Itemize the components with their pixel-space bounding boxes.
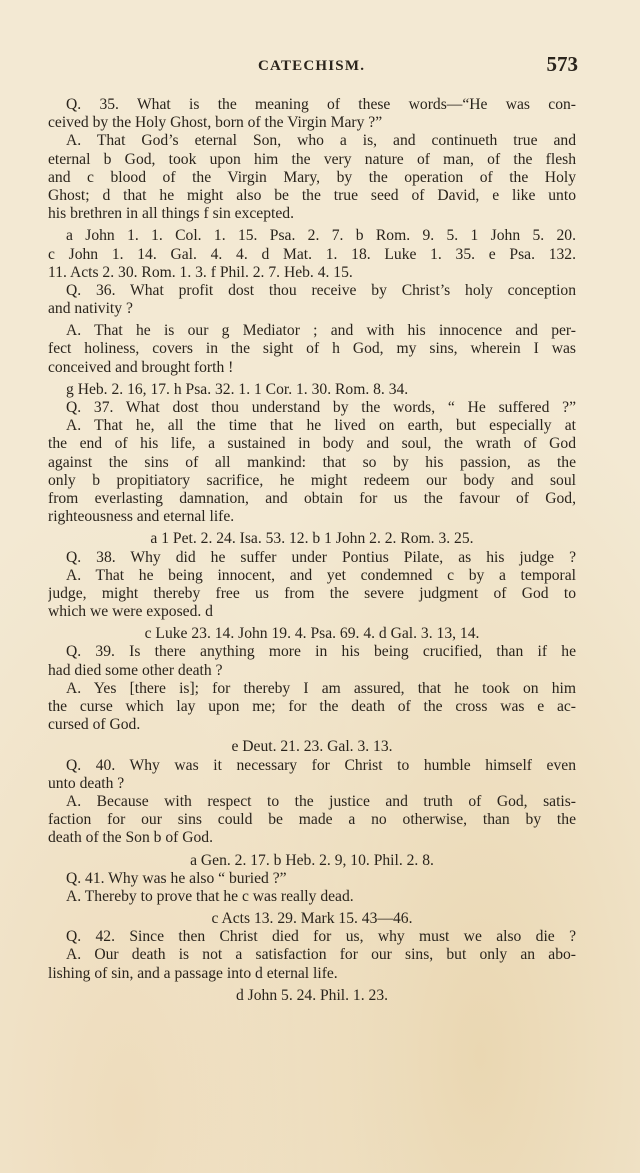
text-line: Q. 38. Why did he suffer under Pontius Pilate, as his judge ? (66, 548, 576, 566)
text-line: the curse which lay upon me; for the death of the cross was e ac- (48, 698, 576, 715)
text-line: A. That he, all the time that he lived on earth, but especially at (66, 417, 576, 435)
text-line: Q. 36. What profit dost thou receive by Christ’s holy conception (66, 281, 576, 299)
text-line: ceived by the Holy Ghost, born of the Virgin Mary ?” (48, 114, 383, 132)
running-title: CATECHISM. (258, 58, 366, 74)
text-line: only b propitiatory sacrifice, he might redeem our body and soul (48, 471, 576, 489)
text-line: A. That he being innocent, and yet condemned c by a temporal (66, 566, 576, 584)
text-line: Q. 39. Is there anything more in his being crucified, than if he (66, 643, 576, 661)
text-line: had died some other death ? (48, 661, 223, 679)
text-line: c Acts 13. 29. Mark 15. 43—46. (211, 910, 413, 928)
text-line: lishing of sin, and a passage into d eternal life. (48, 964, 338, 982)
text-line: faction for our sins could be made a no otherwise, than by the (48, 811, 576, 829)
page-header (48, 52, 578, 82)
text-line: judge, might thereby free us from the severe judgment of God to (48, 584, 576, 602)
text-line: cursed of God. (48, 716, 141, 734)
text-line: a 1 Pet. 2. 24. Isa. 53. 12. b 1 John 2. 2. Rom. 3. 25. (150, 530, 474, 548)
text-line: death of the Son b of God. (48, 829, 214, 847)
text-line: conceived and brought forth ! (48, 358, 234, 376)
text-line: 11. Acts 2. 30. Rom. 1. 3. f Phil. 2. 7. Heb. 4. 15. (48, 263, 353, 281)
text-line: d John 5. 24. Phil. 1. 23. (235, 986, 389, 1004)
text-line: his brethren in all things f sin excepted. (48, 205, 294, 223)
text-line: Q. 40. Why was it necessary for Christ to humble himself even (66, 756, 576, 774)
text-line: A. That he is our g Mediator ; and with his innocence and per- (66, 322, 576, 340)
text-line: and c blood of the Virgin Mary, by the operation of the Holy (48, 168, 576, 186)
text-line: A. Yes [there is]; for thereby I am assured, that he took on him (66, 679, 576, 697)
text-line: e Deut. 21. 23. Gal. 3. 13. (231, 738, 393, 756)
text-line: and nativity ? (48, 300, 133, 318)
text-line: Q. 41. Why was he also “ buried ?” (66, 869, 287, 887)
text-line: Q. 35. What is the meaning of these words—“He was con- (66, 96, 576, 113)
text-line: Q. 37. What dost thou understand by the words, “ He suffered ?” (66, 399, 576, 416)
text-line: Q. 42. Since then Christ died for us, why must we also die ? (66, 928, 576, 946)
text-line: eternal b God, took upon him the very nature of man, of the flesh (48, 150, 576, 168)
text-line: g Heb. 2. 16, 17. h Psa. 32. 1. 1 Cor. 1. 30. Rom. 8. 34. (66, 380, 409, 398)
text-line: the end of his life, a sustained in body and soul, the wrath of God (48, 435, 576, 453)
text-line: c John 1. 14. Gal. 4. 4. d Mat. 1. 18. Luke 1. 35. e Psa. 132. (48, 245, 576, 263)
text-line: a John 1. 1. Col. 1. 15. Psa. 2. 7. b Rom. 9. 5. 1 John 5. 20. (66, 227, 576, 245)
text-line: A. Our death is not a satisfaction for our sins, but only an abo- (66, 946, 576, 964)
text-line: against the sins of all mankind: that so by his passion, as the (48, 453, 576, 471)
text-line: A. That God’s eternal Son, who a is, and continueth true and (66, 132, 576, 150)
text-line: Ghost; d that he might also be the true seed of David, e like unto (48, 186, 576, 204)
text-line: which we were exposed. d (48, 603, 213, 621)
text-line: fect holiness, covers in the sight of h God, my sins, wherein I was (48, 340, 576, 358)
text-line: A. Because with respect to the justice and truth of God, satis- (66, 792, 576, 810)
text-line: righteousness and eternal life. (48, 508, 235, 526)
text-line: unto death ? (48, 774, 125, 792)
page-number: 573 (546, 52, 578, 76)
text-line: A. Thereby to prove that he c was really dead. (66, 887, 354, 905)
text-line: from everlasting damnation, and obtain for us the favour of God, (48, 489, 576, 507)
text-line: c Luke 23. 14. John 19. 4. Psa. 69. 4. d Gal. 3. 13, 14. (144, 625, 480, 643)
catechism-text (48, 96, 576, 1005)
text-line: a Gen. 2. 17. b Heb. 2. 9, 10. Phil. 2. 8. (190, 851, 434, 869)
